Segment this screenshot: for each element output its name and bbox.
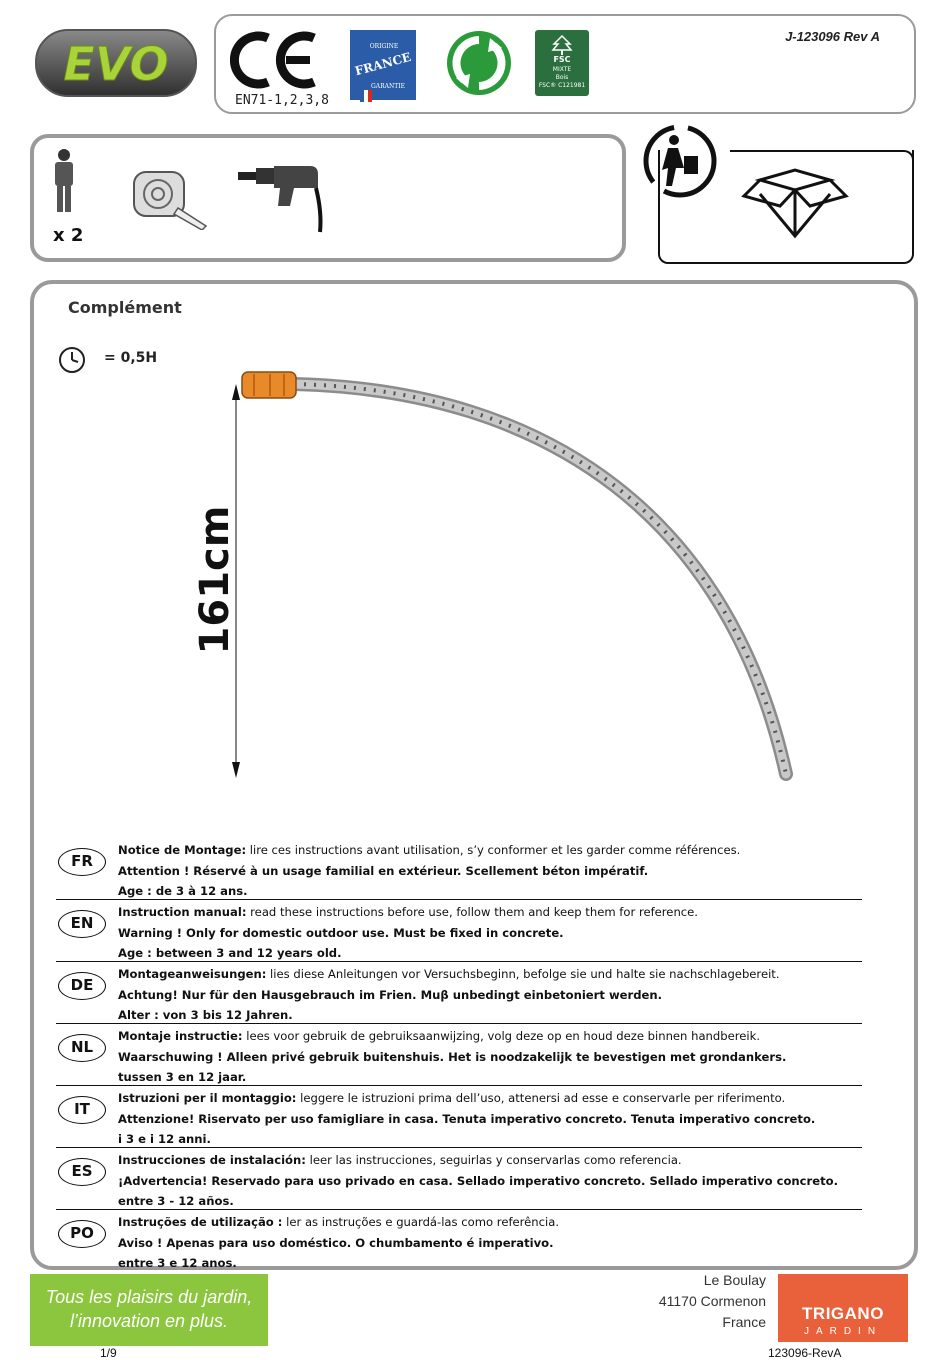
lang-line2: Warning ! Only for domestic outdoor use. Must be fixed in concrete. — [118, 925, 564, 940]
address-line1: Le Boulay — [703, 1272, 766, 1288]
lang-text — [118, 840, 862, 902]
lang-label: Montageanweisungen: — [118, 967, 267, 981]
lang-line1: lire ces instructions avant utilisation, s’y conformer et les garder comme références. — [246, 843, 741, 857]
lang-line3: Alter : von 3 bis 12 Jahren. — [118, 1008, 293, 1023]
lang-text — [118, 1088, 862, 1150]
lang-badge: PO — [58, 1220, 106, 1248]
fsc-tree-icon — [550, 34, 574, 56]
lang-row-de — [56, 962, 862, 1024]
slogan-line1: Tous les plaisirs du jardin, — [45, 1287, 253, 1307]
lang-text — [118, 964, 862, 1026]
lang-text — [118, 1026, 862, 1088]
tape-measure-icon — [128, 168, 210, 230]
lang-line3: entre 3 e 12 anos. — [118, 1256, 237, 1271]
company-address — [659, 1270, 766, 1333]
fsc-badge — [535, 30, 589, 96]
address-line3: France — [722, 1314, 766, 1330]
section-title: Complément — [68, 298, 182, 317]
lang-line3: i 3 e i 12 anni. — [118, 1132, 211, 1147]
language-instructions — [56, 838, 862, 1272]
lang-row-nl — [56, 1024, 862, 1086]
tools-panel — [30, 134, 626, 262]
orange-end-cap — [242, 372, 296, 398]
people-count: x 2 — [53, 225, 84, 246]
lang-line2: Aviso ! Apenas para uso doméstico. O chumbamento é imperativo. — [118, 1235, 554, 1250]
document-reference: J-123096 Rev A — [785, 29, 880, 44]
lang-line3: Age : de 3 à 12 ans. — [118, 884, 248, 899]
lang-line2: Achtung! Nur für den Hausgebrauch im Frien. Muβ unbedingt einbetoniert werden. — [118, 987, 663, 1002]
lang-badge: EN — [58, 910, 106, 938]
lang-row-fr — [56, 838, 862, 900]
trigano-logo — [778, 1274, 908, 1342]
brand-sub: JARDIN — [803, 1326, 883, 1337]
evo-logo — [34, 26, 198, 100]
lang-line1: ler as instruções e guardá-las como referência. — [282, 1215, 560, 1229]
slogan-banner — [30, 1274, 268, 1346]
lang-badge: IT — [58, 1096, 106, 1124]
lang-line3: Age : between 3 and 12 years old. — [118, 946, 342, 961]
green-dot-icon — [444, 30, 514, 96]
lang-line2: Attention ! Réservé à un usage familial en extérieur. Scellement béton impératif. — [118, 863, 649, 878]
fsc-code: FSC® C121981 — [538, 82, 586, 89]
svg-text:ORIGINE: ORIGINE — [369, 43, 399, 50]
lang-line2: Waarschuwing ! Alleen privé gebruik buitenshuis. Het is noodzakelijk te bevestigen met grondankers. — [118, 1049, 787, 1064]
fsc-line1: MIXTE — [552, 66, 572, 73]
drill-icon — [236, 162, 328, 234]
fsc-line2: Bois — [555, 74, 569, 81]
lang-label: Instrucciones de instalación: — [118, 1153, 306, 1167]
lang-row-it — [56, 1086, 862, 1148]
lang-line2: Attenzione! Riservato per uso famigliare in casa. Tenuta imperativo concreto. Tenuta imperativo concreto. — [118, 1111, 816, 1126]
lang-line1: leer las instrucciones, seguirlas y conservarlas como referencia. — [305, 1153, 682, 1167]
lang-badge: DE — [58, 972, 106, 1000]
lang-line3: tussen 3 en 12 jaar. — [118, 1070, 247, 1085]
lang-badge: ES — [58, 1158, 106, 1186]
lang-badge: NL — [58, 1034, 106, 1062]
svg-text:EVO: EVO — [63, 37, 169, 91]
lang-text — [118, 1212, 862, 1274]
lang-row-es — [56, 1148, 862, 1210]
svg-text:FRANCE: FRANCE — [353, 49, 413, 79]
lang-label: Instruction manual: — [118, 905, 247, 919]
dimension-label: 161cm — [192, 505, 238, 655]
lang-line3: entre 3 - 12 años. — [118, 1194, 234, 1209]
open-box-icon — [740, 160, 850, 240]
lang-label: Instruções de utilização : — [118, 1215, 283, 1229]
curved-tube-drawing — [190, 360, 810, 790]
assembly-duration: = 0,5H — [104, 350, 158, 366]
brand-name: TRIGANO — [802, 1304, 884, 1323]
page-number: 1/9 — [100, 1346, 117, 1360]
lang-text — [118, 1150, 862, 1212]
lang-line1: leggere le istruzioni prima dell’uso, attenersi ad esse e conservarle per riferimento. — [296, 1091, 786, 1105]
lang-label: Notice de Montage: — [118, 843, 247, 857]
lang-line1: read these instructions before use, follow them and keep them for reference. — [246, 905, 698, 919]
lang-label: Montaje instructie: — [118, 1029, 243, 1043]
clock-icon — [58, 346, 86, 374]
lang-badge: FR — [58, 848, 106, 876]
slogan-line2: l’innovation en plus. — [69, 1311, 229, 1331]
lang-row-en — [56, 900, 862, 962]
lang-label: Istruzioni per il montaggio: — [118, 1091, 297, 1105]
lang-text — [118, 902, 862, 964]
ce-mark-icon — [230, 30, 322, 90]
address-line2: 41170 Cormenon — [658, 1293, 766, 1309]
footer-document-reference: 123096-RevA — [768, 1346, 842, 1360]
lang-row-po — [56, 1210, 862, 1272]
svg-text:GARANTIE: GARANTIE — [371, 83, 405, 90]
norm-text: EN71-1,2,3,8 — [235, 93, 329, 108]
person-icon — [50, 148, 78, 214]
lang-line1: lees voor gebruik de gebruiksaanwijzing, volg deze op en houd deze binnen handbereik. — [242, 1029, 761, 1043]
origine-france-garantie-icon — [348, 28, 420, 104]
lang-line1: lies diese Anleitungen vor Versuchsbeginn, befolge sie und halte sie nachschlagebereit. — [266, 967, 780, 981]
lang-line2: ¡Advertencia! Reservado para uso privado en casa. Sellado imperativo concreto. Sellado imperativo concreto. — [118, 1173, 839, 1188]
fsc-logo-text: FSC — [553, 55, 571, 64]
